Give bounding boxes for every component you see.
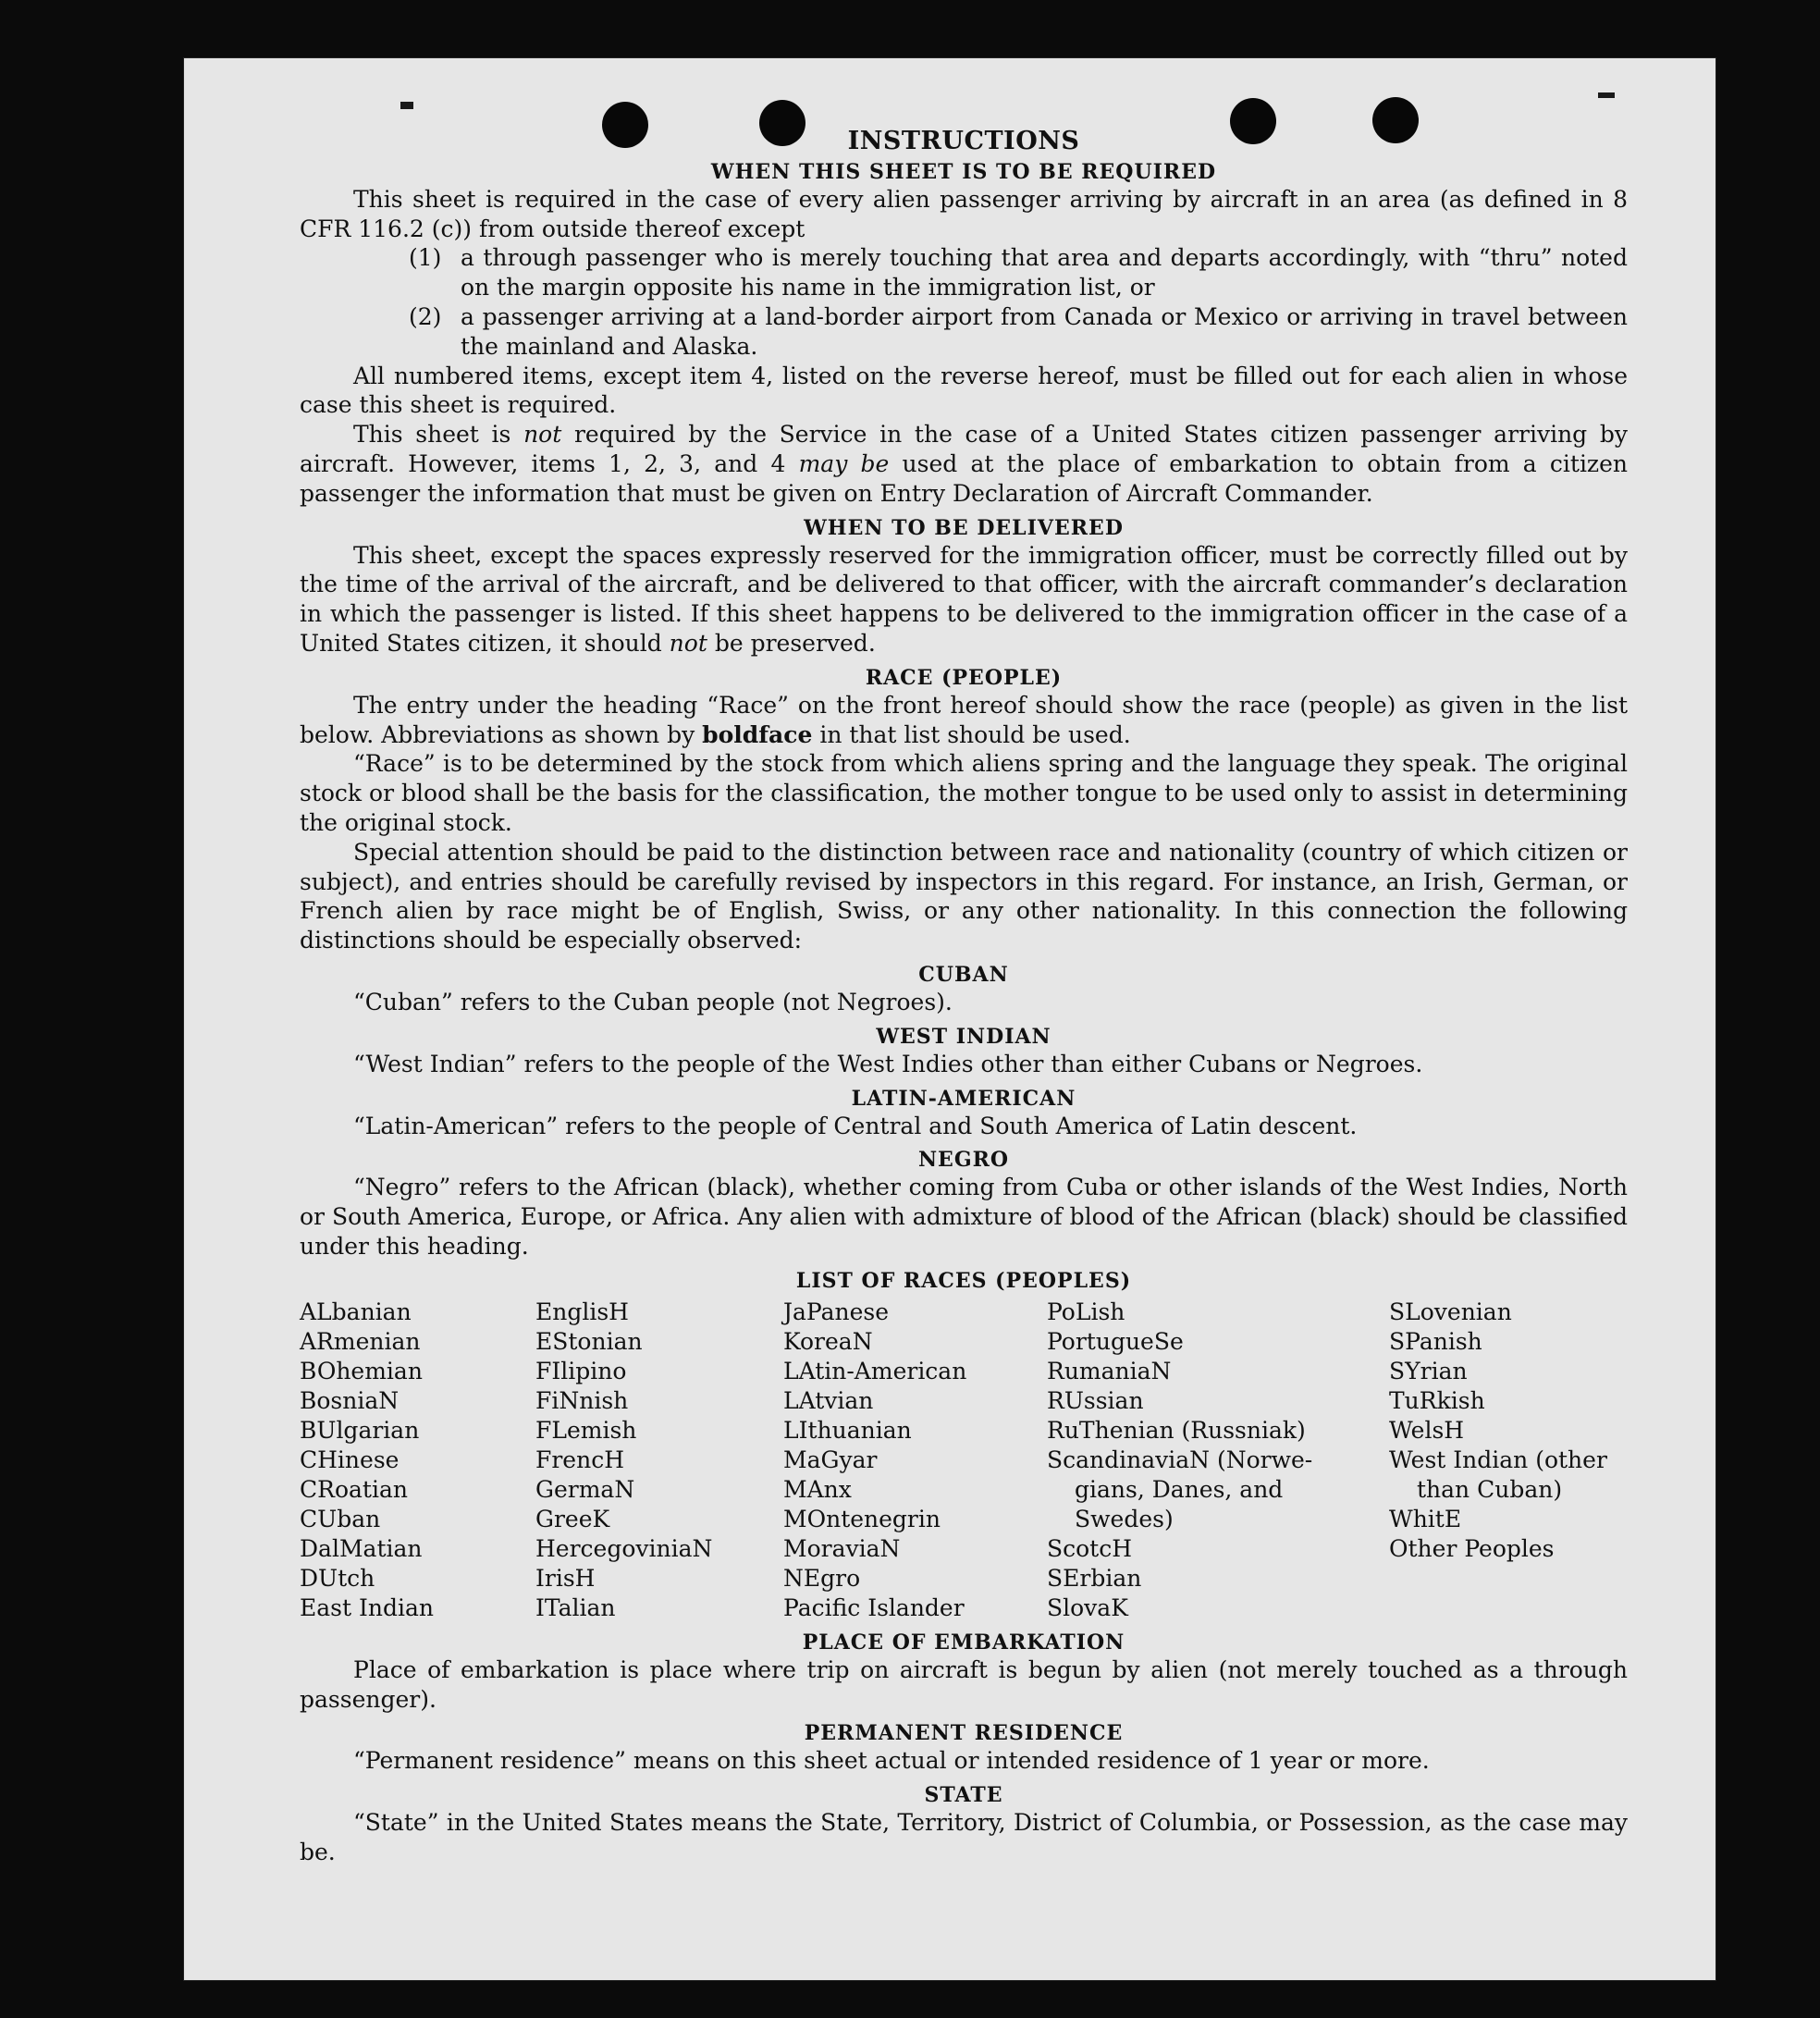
race-entry: CHinese bbox=[300, 1446, 400, 1473]
race-entry: LIthuanian bbox=[783, 1416, 912, 1444]
section-heading-list-of-races: LIST OF RACES (PEOPLES) bbox=[795, 1268, 1132, 1293]
paragraph bbox=[300, 420, 1628, 508]
page-title: INSTRUCTIONS bbox=[847, 127, 1080, 155]
document-sheet bbox=[183, 57, 1716, 1981]
race-entry: MOntenegrin bbox=[783, 1505, 941, 1532]
race-entry-continuation: gians, Danes, and bbox=[1075, 1475, 1284, 1503]
emphasis: boldface bbox=[702, 720, 813, 748]
races-column bbox=[783, 1298, 1047, 1623]
race-entry: DUtch bbox=[300, 1564, 375, 1592]
text-run: be preserved. bbox=[707, 629, 876, 657]
item-number: (1) bbox=[409, 244, 442, 272]
paragraph bbox=[300, 691, 1628, 750]
paragraph: “Race” is to be determined by the stock from which aliens spring and the language they speak. The original stock or blood shall be the basis for the classification, the mother tongue to be used only to assist in determining the original stock. bbox=[300, 750, 1628, 836]
race-entry: BUlgarian bbox=[300, 1416, 420, 1444]
emphasis: not bbox=[523, 421, 562, 449]
race-entry: GreeK bbox=[535, 1505, 610, 1532]
section-heading-negro: NEGRO bbox=[917, 1148, 1010, 1173]
paragraph: This sheet is required in the case of every alien passenger arriving by aircraft in an area (as defined in 8 CFR 116.2 (c)) from outside thereof except bbox=[300, 185, 1628, 242]
race-entry: SLovenian bbox=[1389, 1298, 1512, 1325]
paragraph: “Cuban” refers to the Cuban people (not Negroes). bbox=[353, 988, 953, 1015]
paragraph: “State” in the United States means the State, Territory, District of Columbia, or Possession, as the case may be. bbox=[300, 1809, 1628, 1865]
race-entry: ARmenian bbox=[300, 1327, 421, 1355]
paragraph: “West Indian” refers to the people of the West Indies other than either Cubans or Negroes. bbox=[353, 1050, 1423, 1077]
list-item bbox=[300, 302, 1628, 362]
race-entry: RuThenian (Russniak) bbox=[1047, 1416, 1306, 1444]
race-entry: BosniaN bbox=[300, 1386, 400, 1414]
race-entry: SPanish bbox=[1389, 1327, 1482, 1355]
list-item bbox=[300, 243, 1628, 302]
item-text: a passenger arriving at a land-border airport from Canada or Mexico or arriving in travel between the mainland and Alaska. bbox=[461, 302, 1628, 360]
race-entry: FrencH bbox=[535, 1446, 624, 1473]
race-entry: CRoatian bbox=[300, 1475, 408, 1503]
race-entry: ScotcH bbox=[1047, 1534, 1133, 1562]
text-run: This sheet, except the spaces expressly reserved for the immigration officer, must be correctly filled out by the time of the arrival of the aircraft, and be delivered to that officer, with the aircraft commander’s declaration in which the passenger is listed. If this sheet happens to be delivered to the immigration officer in the case of a United States citizen, it should bbox=[300, 541, 1628, 657]
text-run: in that list should be used. bbox=[812, 720, 1131, 748]
race-entry: MAnx bbox=[783, 1475, 852, 1503]
paragraph: “Latin-American” refers to the people of Central and South America of Latin descent. bbox=[353, 1112, 1358, 1139]
emphasis: may be bbox=[798, 449, 890, 477]
section-heading-west-indian: WEST INDIAN bbox=[876, 1024, 1051, 1049]
section-heading-state: STATE bbox=[924, 1783, 1003, 1808]
race-entry: ScandinaviaN (Norwe- bbox=[1047, 1446, 1313, 1473]
section-heading-delivered: WHEN TO BE DELIVERED bbox=[804, 515, 1124, 540]
paragraph: Special attention should be paid to the distinction between race and nationality (country of which citizen or subject), and entries should be carefully revised by inspectors in this regard. For instance, an Irish, German, or French alien by race might be of English, Swiss, or any other nationality. In this connection the following distinctions should be especially observed: bbox=[300, 838, 1628, 954]
races-column bbox=[1389, 1298, 1628, 1623]
race-entry: KoreaN bbox=[783, 1327, 873, 1355]
instructions-content bbox=[300, 127, 1628, 1867]
race-entry: West Indian (other bbox=[1389, 1446, 1607, 1473]
race-entry: FIlipino bbox=[535, 1357, 627, 1384]
race-entry: SErbian bbox=[1047, 1564, 1142, 1592]
races-column bbox=[535, 1298, 783, 1623]
section-heading-latin-american: LATIN-AMERICAN bbox=[851, 1086, 1076, 1111]
race-entry: GermaN bbox=[535, 1475, 635, 1503]
race-entry: WhitE bbox=[1389, 1505, 1462, 1532]
race-entry: JaPanese bbox=[783, 1298, 890, 1325]
race-entry: DalMatian bbox=[300, 1534, 423, 1562]
race-entry: BOhemian bbox=[300, 1357, 423, 1384]
race-entry: FLemish bbox=[535, 1416, 637, 1444]
race-entry: CUban bbox=[300, 1505, 381, 1532]
race-entry: SlovaK bbox=[1047, 1593, 1128, 1621]
section-heading-embarkation: PLACE OF EMBARKATION bbox=[802, 1630, 1125, 1655]
race-entry: PortugueSe bbox=[1047, 1327, 1184, 1355]
race-entry: TuRkish bbox=[1389, 1386, 1485, 1414]
race-entry: SYrian bbox=[1389, 1357, 1468, 1384]
text-run: required by the Service in the case of a United States citizen passenger arriving by aircraft. However, items 1, 2, 3, and 4 bbox=[300, 421, 1628, 477]
section-heading-residence: PERMANENT RESIDENCE bbox=[804, 1721, 1124, 1746]
race-entry: MaGyar bbox=[783, 1446, 878, 1473]
race-entry: RumaniaN bbox=[1047, 1357, 1172, 1384]
race-entry: RUssian bbox=[1047, 1386, 1144, 1414]
paragraph: “Negro” refers to the African (black), whether coming from Cuba or other islands of the West Indies, North or South America, Europe, or Africa. Any alien with admixture of blood of the African (black) should be classified under this heading. bbox=[300, 1174, 1628, 1260]
paragraph: “Permanent residence” means on this sheet actual or intended residence of 1 year or more. bbox=[353, 1747, 1430, 1775]
race-entry: EnglisH bbox=[535, 1298, 629, 1325]
race-entry: ITalian bbox=[535, 1593, 616, 1621]
race-entry-continuation: Swedes) bbox=[1075, 1505, 1174, 1532]
paragraph: All numbered items, except item 4, listed on the reverse hereof, must be filled out for each alien in whose case this sheet is required. bbox=[300, 362, 1628, 419]
text-run: This sheet is bbox=[353, 421, 524, 449]
races-column bbox=[300, 1298, 535, 1623]
item-text: a through passenger who is merely touching that area and departs accordingly, with “thru” noted on the margin opposite his name in the immigration list, or bbox=[461, 244, 1628, 301]
section-heading-cuban: CUBAN bbox=[918, 962, 1009, 987]
race-entry-continuation: than Cuban) bbox=[1417, 1475, 1563, 1503]
race-entry: IrisH bbox=[535, 1564, 596, 1592]
race-entry: FiNnish bbox=[535, 1386, 629, 1414]
bleed-through-mark bbox=[1598, 92, 1615, 98]
races-list bbox=[300, 1298, 1628, 1623]
emphasis: not bbox=[669, 629, 707, 657]
item-number: (2) bbox=[409, 302, 442, 330]
race-entry: Other Peoples bbox=[1389, 1534, 1555, 1562]
races-column bbox=[1047, 1298, 1389, 1623]
race-entry: MoraviaN bbox=[783, 1534, 901, 1562]
race-entry: ALbanian bbox=[300, 1298, 412, 1325]
race-entry: LAtin-American bbox=[783, 1357, 967, 1384]
race-entry: PoLish bbox=[1047, 1298, 1125, 1325]
paragraph: Place of embarkation is place where trip on aircraft is begun by alien (not merely touched as a through passenger). bbox=[300, 1655, 1628, 1713]
text-run: used at the place of embarkation to obtain from a citizen passenger the information that must be given on Entry Declaration of Aircraft Commander. bbox=[300, 449, 1629, 507]
text-run: The entry under the heading “Race” on the front hereof should show the race (people) as given in the list below. Abbreviations as shown by bbox=[300, 691, 1628, 748]
bleed-through-mark bbox=[400, 102, 413, 109]
race-entry: LAtvian bbox=[783, 1386, 874, 1414]
race-entry: WelsH bbox=[1389, 1416, 1465, 1444]
race-entry: NEgro bbox=[783, 1564, 861, 1592]
section-heading-required: WHEN THIS SHEET IS TO BE REQUIRED bbox=[710, 159, 1217, 184]
race-entry: HercegoviniaN bbox=[535, 1534, 713, 1562]
paragraph bbox=[300, 541, 1628, 658]
race-entry: EStonian bbox=[535, 1327, 643, 1355]
race-entry: East Indian bbox=[300, 1593, 434, 1621]
section-heading-race: RACE (PEOPLE) bbox=[865, 665, 1063, 690]
race-entry: Pacific Islander bbox=[783, 1593, 965, 1621]
